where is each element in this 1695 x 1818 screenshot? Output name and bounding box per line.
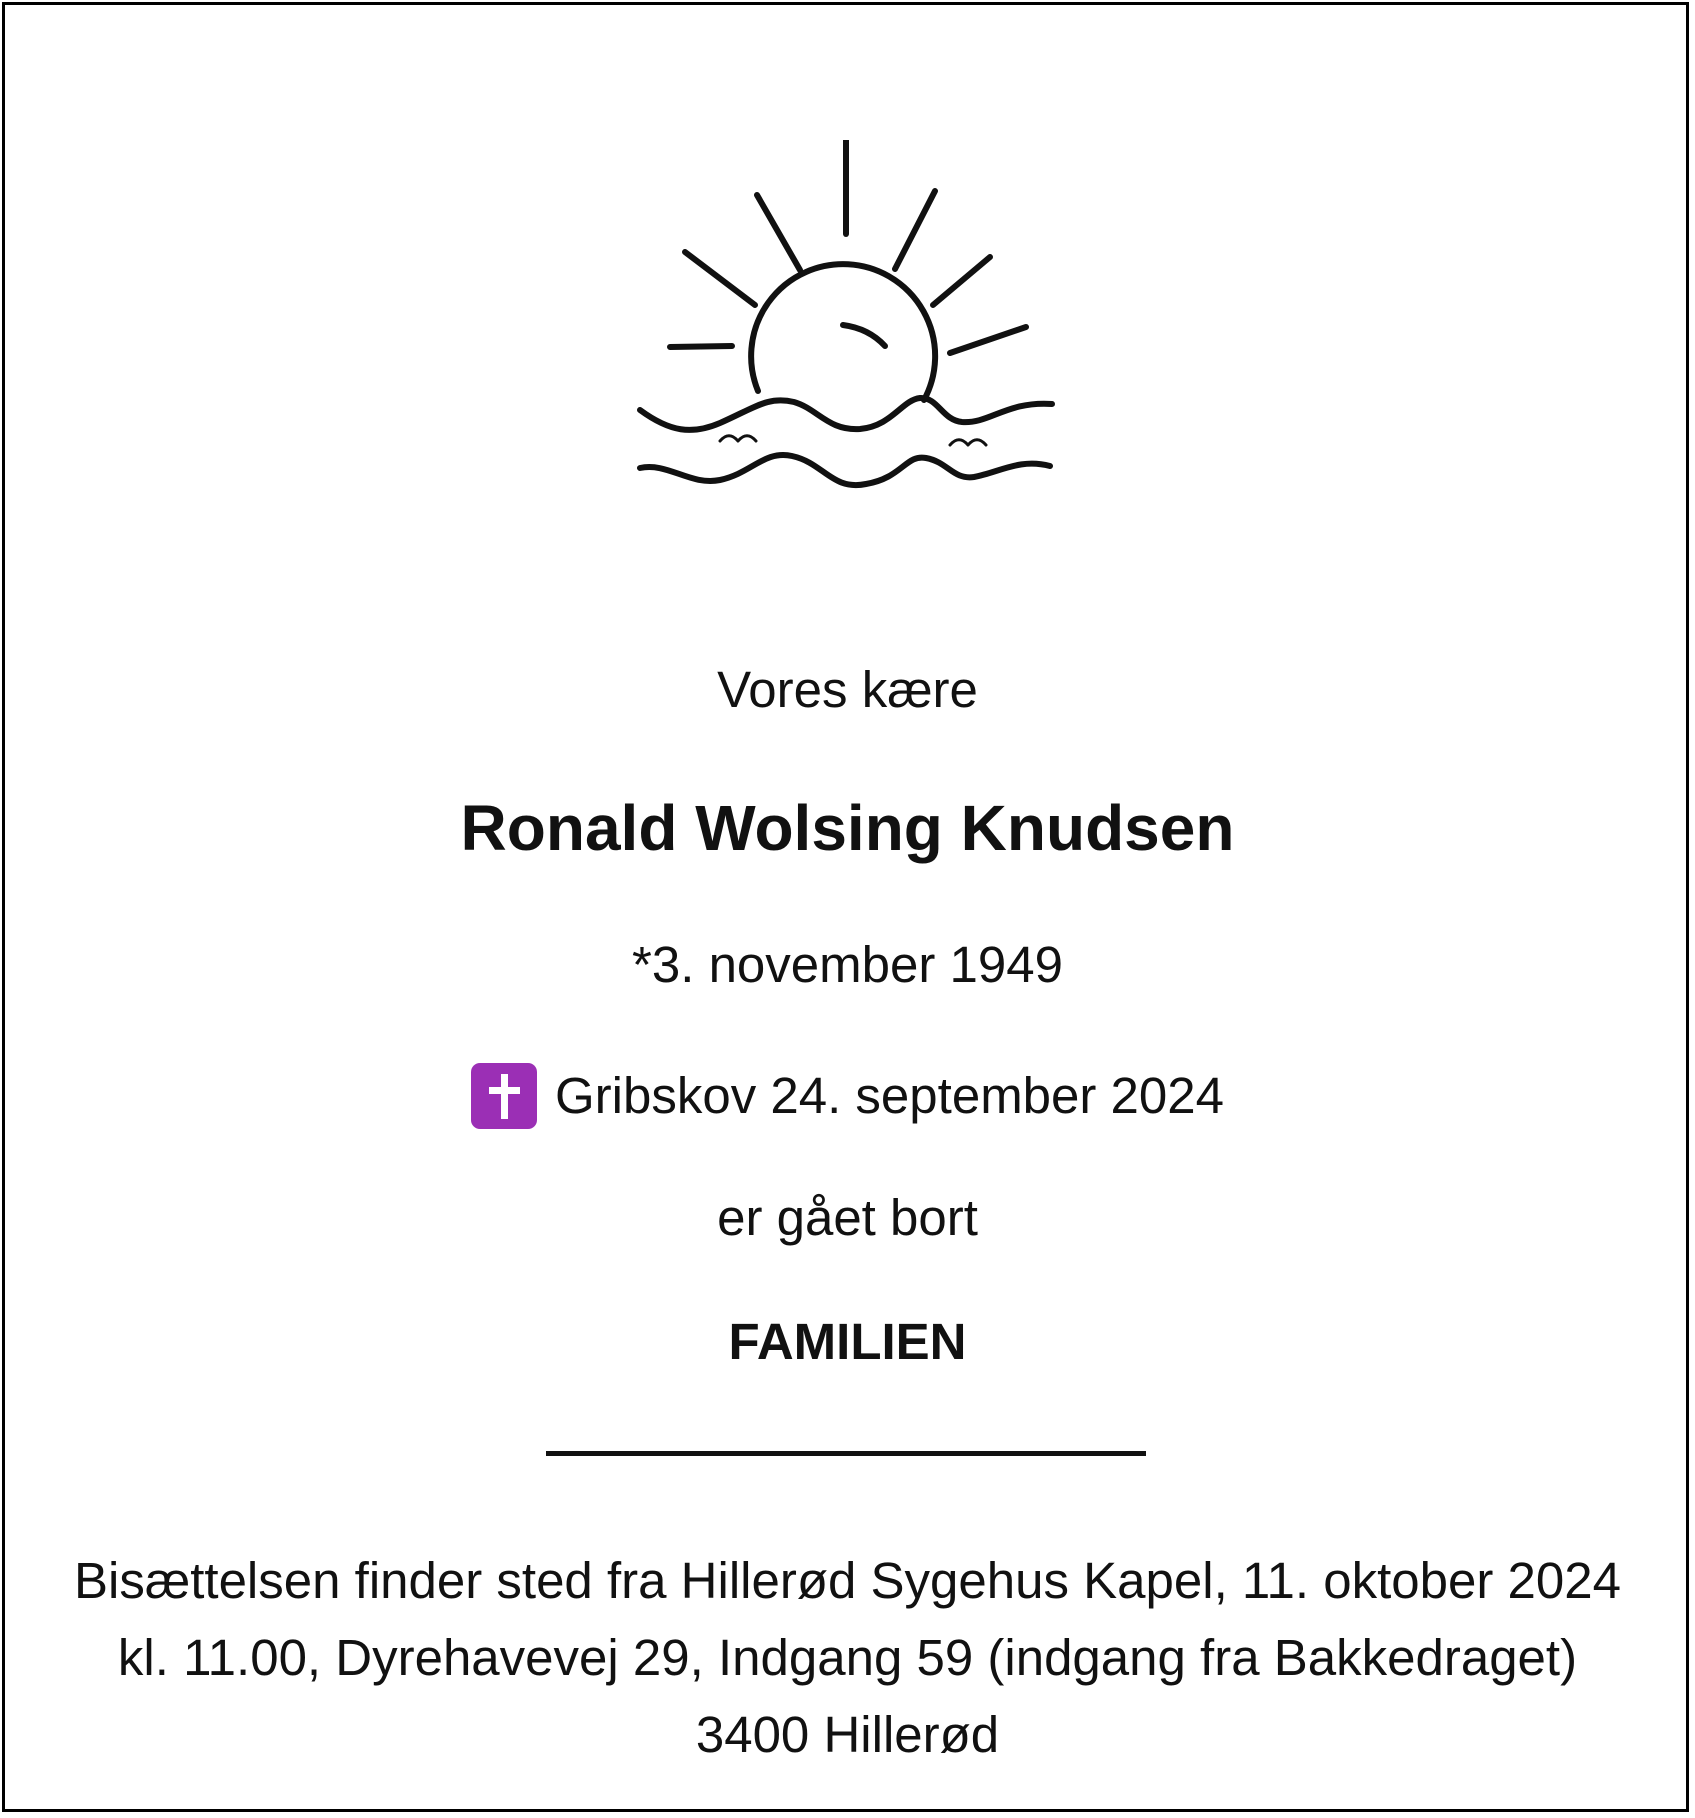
section-divider	[546, 1451, 1146, 1456]
funeral-information: Bisættelsen finder sted fra Hillerød Sygehus Kapel, 11. oktober 2024 kl. 11.00, Dyrehavevej 29, Indgang 59 (indgang fra Bakkedraget) 3400 Hillerød	[74, 1552, 1621, 1763]
death-place-date: Gribskov 24. september 2024	[554, 1067, 1225, 1124]
deceased-name: Ronald Wolsing Knudsen	[460, 792, 1235, 864]
death-line	[0, 1063, 1695, 1129]
birth-date: *3. november 1949	[632, 936, 1063, 993]
intro-text: Vores kære	[717, 661, 978, 718]
cross-icon	[471, 1063, 537, 1129]
passed-text: er gået bort	[717, 1189, 978, 1246]
family-signature: FAMILIEN	[728, 1313, 967, 1370]
sun-over-waves-icon	[620, 140, 1080, 510]
